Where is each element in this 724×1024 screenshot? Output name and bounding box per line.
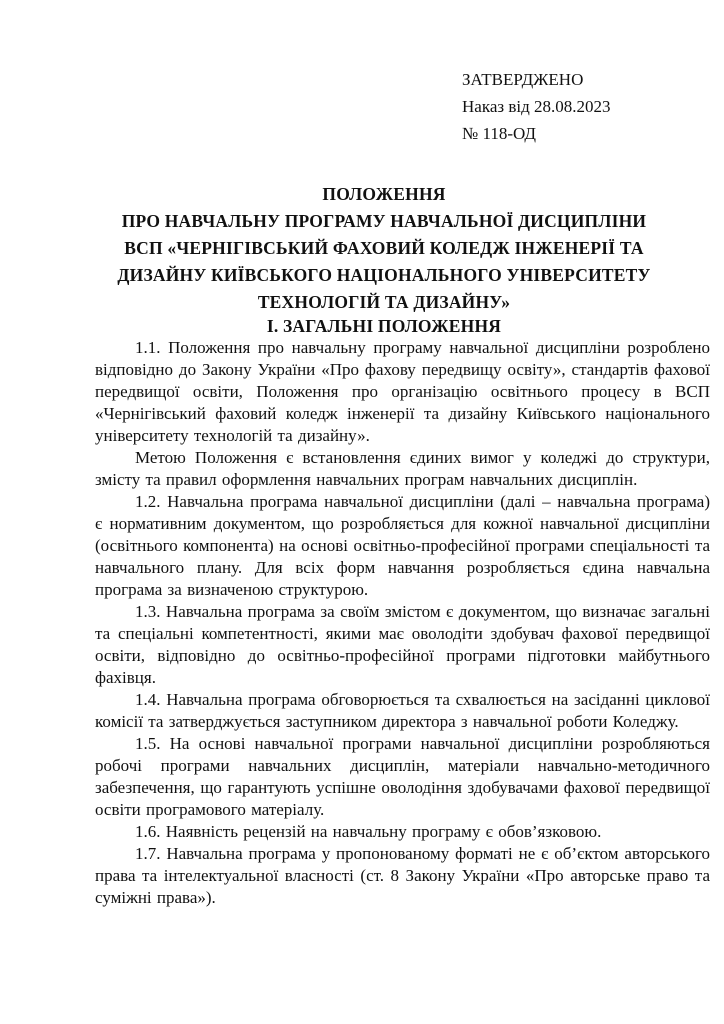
document-body bbox=[95, 337, 710, 909]
paragraph-1-2: 1.2. Навчальна програма навчальної дисципліни (далі – навчальна програма) є нормативним документом, що розробляється для кожної навчальної дисципліни (освітнього компонента) на основі освітньо-професійної програми спеціальності та навчального плану. Для всіх форм навчання розробляється єдина навчальна програма за визначеною структурою. bbox=[95, 492, 710, 599]
approval-stamp-label: ЗАТВЕРДЖЕНО bbox=[462, 70, 584, 89]
document-title-line: ВСП «ЧЕРНІГІВСЬКИЙ ФАХОВИЙ КОЛЕДЖ ІНЖЕНЕРІЇ ТА bbox=[124, 238, 644, 258]
approval-stamp-block bbox=[462, 66, 610, 147]
document-title-line: ТЕХНОЛОГІЙ ТА ДИЗАЙНУ» bbox=[257, 292, 511, 312]
document-title bbox=[60, 181, 708, 316]
paragraph-1-6: 1.6. Наявність рецензій на навчальну програму є обов’язковою. bbox=[135, 822, 602, 841]
approval-order-line: Наказ від 28.08.2023 bbox=[462, 97, 611, 116]
document-title-line: ДИЗАЙНУ КИЇВСЬКОГО НАЦІОНАЛЬНОГО УНІВЕРСИТЕТУ bbox=[117, 265, 651, 285]
document-title-line: ПРО НАВЧАЛЬНУ ПРОГРАМУ НАВЧАЛЬНОЇ ДИСЦИПЛІНИ bbox=[121, 211, 647, 231]
paragraph-1-7: 1.7. Навчальна програма у пропонованому форматі не є об’єктом авторського права та інтелектуальної власності (ст. 8 Закону України «Про авторське право та суміжні права»). bbox=[95, 844, 710, 907]
approval-order-number: № 118-ОД bbox=[462, 124, 537, 143]
document-title-line: ПОЛОЖЕННЯ bbox=[322, 184, 446, 204]
section-heading: І. ЗАГАЛЬНІ ПОЛОЖЕННЯ bbox=[266, 316, 502, 336]
paragraph-1-3: 1.3. Навчальна програма за своїм змістом є документом, що визначає загальні та спеціальні компетентності, якими має оволодіти здобувач фахової передвищої освіти, відповідно до освітньо-професійної програми підготовки майбутнього фахівця. bbox=[95, 602, 710, 687]
paragraph-1-1: 1.1. Положення про навчальну програму навчальної дисципліни розроблено відповідно до Закону України «Про фахову передвищу освіту», стандартів фахової передвищої освіти, Положення про організацію освітнього процесу в ВСП «Чернігівський фаховий коледж інженерії та дизайну Київського національного університету технологій та дизайну». bbox=[95, 338, 710, 445]
paragraph-1-4: 1.4. Навчальна програма обговорюється та схвалюється на засіданні циклової комісії та затверджується заступником директора з навчальної роботи Коледжу. bbox=[95, 690, 710, 731]
paragraph-1-5: 1.5. На основі навчальної програми навчальної дисципліни розробляються робочі програми навчальних дисциплін, матеріали навчально-методичного забезпечення, що гарантують успішне оволодіння здобувачами фахової передвищої освіти програмового матеріалу. bbox=[95, 734, 710, 819]
paragraph-purpose: Метою Положення є встановлення єдиних вимог у коледжі до структури, змісту та правил оформлення навчальних програм навчальних дисциплін. bbox=[95, 448, 710, 489]
